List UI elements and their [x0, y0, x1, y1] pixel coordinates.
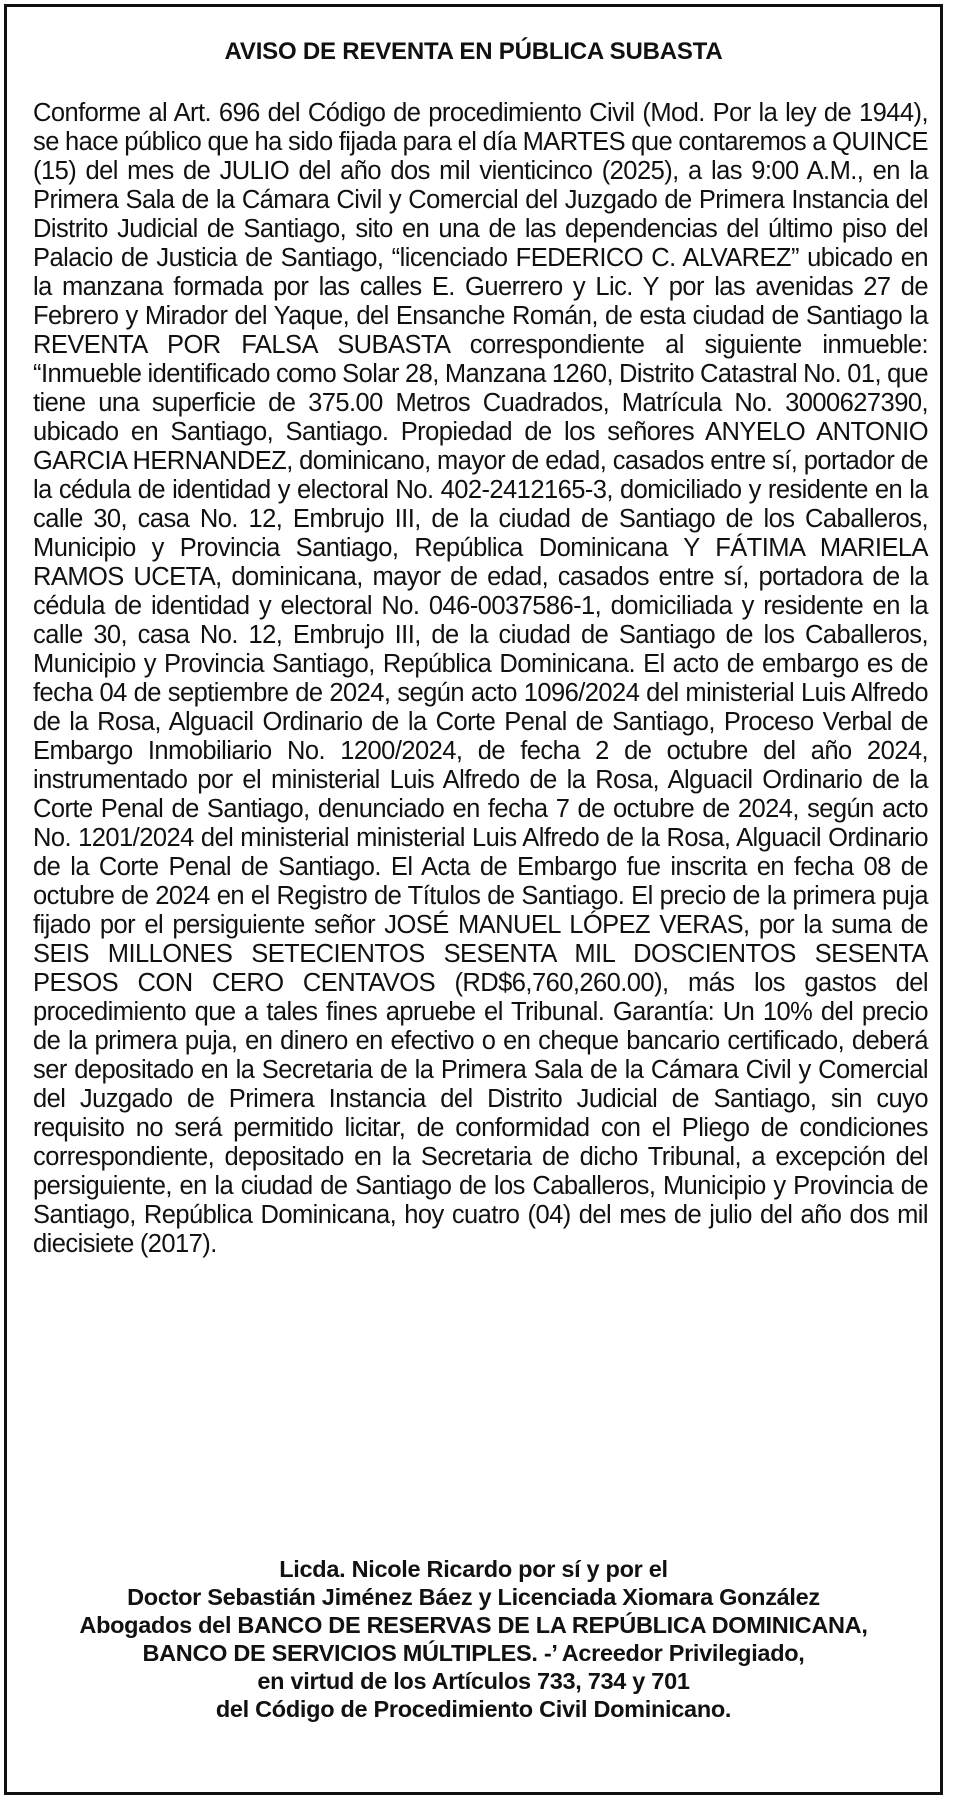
signature-line-bank: Abogados del BANCO DE RESERVAS DE LA REPÚBLICA DOMINICANA, [79, 1612, 868, 1638]
notice-title: AVISO DE REVENTA EN PÚBLICA SUBASTA [224, 38, 723, 65]
signature-line-attorney: Licda. Nicole Ricardo por sí y por el [279, 1556, 668, 1582]
signature-block [27, 1555, 920, 1723]
signature-line-code: del Código de Procedimiento Civil Dominicano. [215, 1696, 732, 1722]
legal-notice [4, 4, 943, 1795]
signature-line-creditor: BANCO DE SERVICIOS MÚLTIPLES. -’ Acreedor Privilegiado, [142, 1640, 805, 1666]
signature-line-co-attorneys: Doctor Sebastián Jiménez Báez y Licenciada Xiomara González [127, 1584, 820, 1610]
notice-body: Conforme al Art. 696 del Código de procedimiento Civil (Mod. Por la ley de 1944), se hace público que ha sido fijada para el día MARTES que contaremos a QUINCE (15) del mes de JULIO del año dos mil vienticinco (2025), a las 9:00 A.M., en la Primera Sala de la Cámara Civil y Comercial del Juzgado de Primera Instancia del Distrito Judicial de Santiago, sito en una de las dependencias del último piso del Palacio de Justicia de Santiago, “licenciado FEDERICO C. ALVAREZ” ubicado en la manzana formada por las calles E. Guerrero y Lic. Y por las avenidas 27 de Febrero y Mirador del Yaque, del Ensanche Román, de esta ciudad de Santiago la REVENTA POR FALSA SUBASTA correspondiente al siguiente inmueble: “Inmueble identificado como Solar 28, Manzana 1260, Distrito Catastral No. 01, que tiene una superficie de 375.00 Metros Cuadrados, Matrícula No. 3000627390, ubicado en Santiago, Santiago. Propiedad de los señores ANYELO ANTONIO GARCIA HERNANDEZ, dominicano, mayor de edad, casados entre sí, portador de la cédula de identidad y electoral No. 402-2412165-3, domiciliado y residente en la calle 30, casa No. 12, Embrujo III, de la ciudad de Santiago de los Caballeros, Municipio y Provincia Santiago, República Dominicana Y FÁTIMA MARIELA RAMOS UCETA, dominicana, mayor de edad, casados entre sí, portadora de la cédula de identidad y electoral No. 046-0037586-1, domiciliada y residente en la calle 30, casa No. 12, Embrujo III, de la ciudad de Santiago de los Caballeros, Municipio y Provincia Santiago, República Dominicana. El acto de embargo es de fecha 04 de septiembre de 2024, según acto 1096/2024 del ministerial Luis Alfredo de la Rosa, Alguacil Ordinario de la Corte Penal de Santiago, Proceso Verbal de Embargo Inmobiliario No. 1200/2024, de fecha 2 de octubre del año 2024, instrumentado por el ministerial Luis Alfredo de la Rosa, Alguacil Ordinario de la Corte Penal de Santiago, denunciado en fecha 7 de octubre de 2024, según acto No. 1201/2024 del ministerial ministerial Luis Alfredo de la Rosa, Alguacil Ordinario de la Corte Penal de Santiago. El Acta de Embargo fue inscrita en fecha 08 de octubre de 2024 en el Registro de Títulos de Santiago. El precio de la primera puja fijado por el persiguiente señor JOSÉ MANUEL LÓPEZ VERAS, por la suma de SEIS MILLONES SETECIENTOS SESENTA MIL DOSCIENTOS SESENTA PESOS CON CERO CENTAVOS (RD$6,760,260.00), más los gastos del procedimiento que a tales fines apruebe el Tribunal. Garantía: Un 10% del precio de la primera puja, en dinero en efectivo o en cheque bancario certificado, deberá ser depositado en la Secretaria de la Primera Sala de la Cámara Civil y Comercial del Juzgado de Primera Instancia del Distrito Judicial de Santiago, sin cuyo requisito no será permitido licitar, de conformidad con el Pliego de condiciones correspondiente, depositado en la Secretaria de dicho Tribunal, a excepción del persiguiente, en la ciudad de Santiago de los Caballeros, Municipio y Provincia de Santiago, República Dominicana, hoy cuatro (04) del mes de julio del año dos mil diecisiete (2017). [33, 99, 928, 1258]
signature-line-articles: en virtud de los Artículos 733, 734 y 701 [257, 1668, 690, 1694]
